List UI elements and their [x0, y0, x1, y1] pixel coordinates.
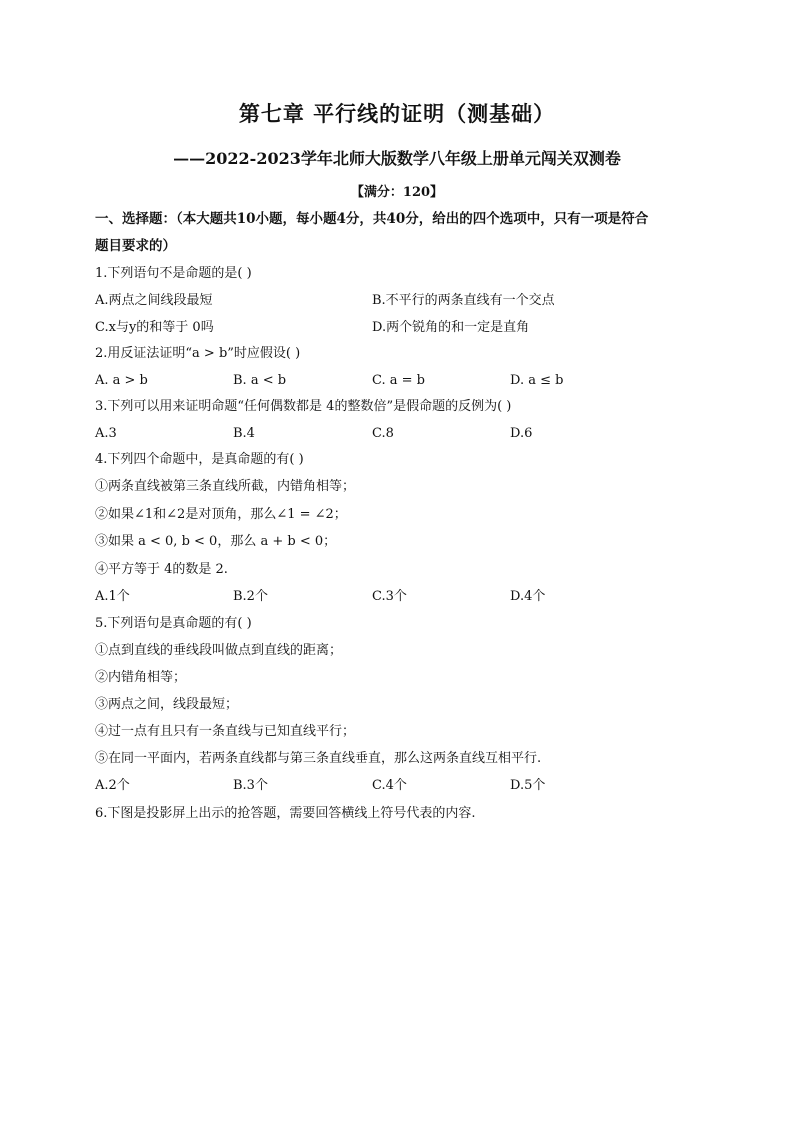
- question-1-stem: 1.下列语句不是命题的是( ): [95, 266, 252, 281]
- question-2-option-c: C. a = b: [372, 373, 425, 388]
- question-5-item-5: ⑤在同一平面内，若两条直线都与第三条直线垂直，那么这两条直线互相平行.: [95, 751, 542, 766]
- question-4-item-3: ③如果 a < 0, b < 0，那么 a + b < 0；: [95, 534, 337, 549]
- question-5-option-b: B.3个: [233, 778, 268, 793]
- question-5-item-1: ①点到直线的垂线段叫做点到直线的距离；: [95, 643, 343, 658]
- question-4-item-4: ④平方等于 4的数是 2.: [95, 562, 228, 577]
- question-4-option-d: D.4个: [510, 589, 546, 604]
- question-5-option-c: C.4个: [372, 778, 407, 793]
- question-2-option-b: B. a < b: [233, 373, 287, 388]
- question-2-option-a: A. a > b: [95, 373, 148, 388]
- document-title: 第七章 平行线的证明（测基础）: [238, 101, 556, 126]
- question-2-option-d: D. a ≤ b: [510, 373, 564, 388]
- question-1-option-a: A.两点之间线段最短: [95, 293, 213, 308]
- question-5-option-a: A.2个: [95, 778, 130, 793]
- question-4-item-2: ②如果∠1和∠2是对顶角，那么∠1 = ∠2；: [95, 507, 347, 522]
- question-6-stem: 6.下图是投影屏上出示的抢答题，需要回答横线上符号代表的内容.: [95, 806, 476, 821]
- question-3-option-a: A.3: [95, 426, 117, 441]
- question-1-option-d: D.两个锐角的和一定是直角: [372, 320, 530, 335]
- question-5-item-3: ③两点之间，线段最短；: [95, 697, 239, 712]
- document-subtitle: ——2022-2023学年北师大版数学八年级上册单元闯关双测卷: [173, 149, 621, 168]
- question-1-option-c: C.x与y的和等于 0吗: [95, 320, 214, 335]
- question-3-stem: 3.下列可以用来证明命题“任何偶数都是 4的整数倍”是假命题的反例为( ): [95, 399, 512, 414]
- full-score-label: 【满分：120】: [350, 185, 444, 200]
- question-1-option-b: B.不平行的两条直线有一个交点: [372, 293, 555, 308]
- question-4-option-b: B.2个: [233, 589, 268, 604]
- question-4-stem: 4.下列四个命题中，是真命题的有( ): [95, 452, 304, 467]
- question-4-option-c: C.3个: [372, 589, 407, 604]
- question-3-option-b: B.4: [233, 426, 255, 441]
- question-5-item-4: ④过一点有且只有一条直线与已知直线平行；: [95, 724, 356, 739]
- question-4-item-1: ①两条直线被第三条直线所截，内错角相等；: [95, 479, 356, 494]
- question-3-option-c: C.8: [372, 426, 394, 441]
- question-4-option-a: A.1个: [95, 589, 130, 604]
- question-5-item-2: ②内错角相等；: [95, 670, 187, 685]
- question-5-stem: 5.下列语句是真命题的有( ): [95, 616, 252, 631]
- question-3-option-d: D.6: [510, 426, 533, 441]
- question-2-stem: 2.用反证法证明“a > b”时应假设( ): [95, 346, 301, 361]
- section-heading-line2: 题目要求的）: [95, 238, 176, 254]
- question-5-option-d: D.5个: [510, 778, 546, 793]
- section-heading-line1: 一、选择题：（本大题共10小题，每小题4分，共40分，给出的四个选项中，只有一项是符合: [95, 211, 649, 227]
